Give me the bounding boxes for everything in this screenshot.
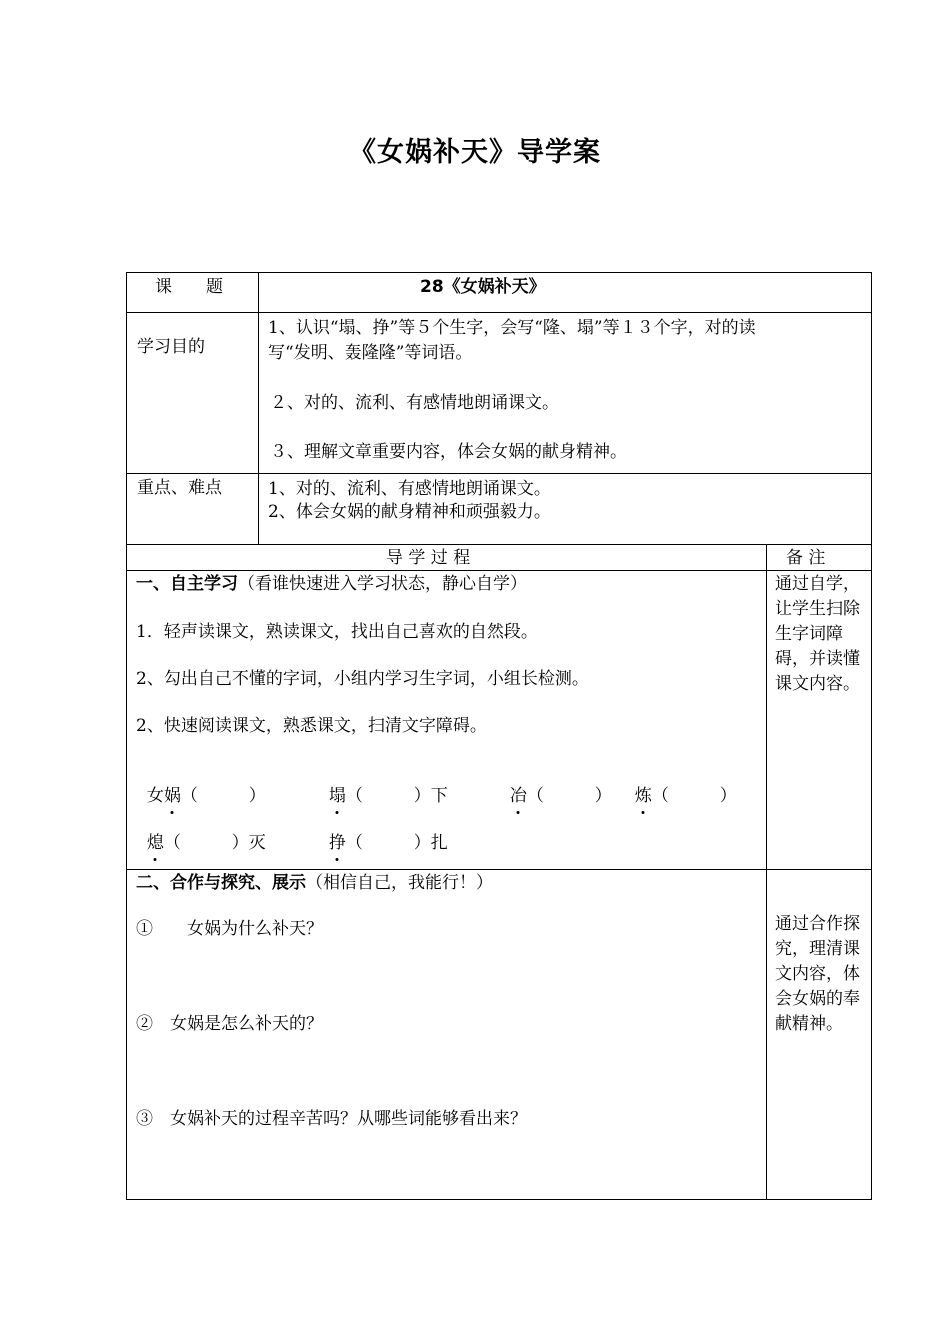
- pinyin-blank[interactable]: （ ）: [180, 786, 266, 806]
- word-char-dotted: 冶: [510, 784, 527, 809]
- section1-title: 一、自主学习: [136, 574, 238, 594]
- section2-heading: [136, 871, 493, 896]
- table-border-right: [871, 272, 872, 1200]
- key-point: 2、体会女娲的献身精神和顽强毅力。: [268, 502, 551, 522]
- goal-line: 写“发明、轰隆隆”等词语。: [268, 343, 473, 363]
- pinyin-exercise-row: [624, 759, 737, 809]
- pinyin-blank[interactable]: （ ）: [651, 786, 737, 806]
- question-item: ① 女娲为什么补天？: [136, 919, 323, 939]
- page-title: 《女娲补天》导学案: [349, 137, 601, 168]
- section1-item: 1．轻声读课文，熟读课文，找出自己喜欢的自然段。: [136, 622, 538, 642]
- process-header: 导 学 过 程: [386, 548, 471, 568]
- section2-subtitle: （相信自己，我能行！）: [306, 873, 493, 893]
- table-divider: [126, 473, 872, 474]
- table-border-top: [126, 272, 872, 273]
- section1-item: 2、快速阅读课文，熟悉课文，扫清文字障碍。: [136, 716, 487, 736]
- section1-heading: [136, 572, 527, 597]
- pinyin-blank[interactable]: （ ）下: [345, 786, 448, 806]
- pinyin-exercise-row: [136, 806, 266, 856]
- question-item: ② 女娲是怎么补天的？: [136, 1014, 323, 1034]
- key-label: 重点、难点: [137, 478, 222, 498]
- notes-header: 备 注: [786, 548, 826, 568]
- word-char-dotted: 熄: [147, 831, 164, 856]
- goals-label: 学习目的: [137, 337, 205, 357]
- word-char-dotted: 娲: [164, 784, 181, 809]
- word-char-dotted: 挣: [329, 831, 346, 856]
- word-char-dotted: 塌: [329, 784, 346, 809]
- question-item: ③ 女娲补天的过程辛苦吗？从哪些词能够看出来？: [136, 1109, 527, 1129]
- pinyin-exercise-row: [136, 759, 266, 809]
- table-divider: [126, 570, 872, 571]
- topic-label: 课 题: [155, 277, 223, 297]
- section1-subtitle: （看谁快速进入学习状态，静心自学）: [238, 574, 527, 594]
- pinyin-blank[interactable]: （ ）扎: [345, 833, 448, 853]
- table-col-divider: [766, 544, 767, 1200]
- table-col-divider: [258, 272, 259, 544]
- word-char-dotted: 炼: [635, 784, 652, 809]
- table-border-left: [126, 272, 127, 1200]
- goal-line: ２、对的、流利、有感情地朗诵课文。: [270, 393, 559, 413]
- section2-note: 通过合作探究，理清课文内容，体会女娲的奉献精神。: [775, 914, 860, 1034]
- pinyin-blank[interactable]: （ ）灭: [163, 833, 266, 853]
- table-divider: [126, 544, 872, 545]
- topic-value: 28《女娲补天》: [420, 277, 546, 297]
- section1-item: 2、勾出自己不懂的字词，小组内学习生字词，小组长检测。: [136, 669, 589, 689]
- goal-line: ３、理解文章重要内容，体会女娲的献身精神。: [270, 442, 627, 462]
- key-point: 1、对的、流利、有感情地朗诵课文。: [268, 479, 551, 499]
- table-divider: [126, 869, 872, 870]
- table-divider: [126, 312, 872, 313]
- pinyin-exercise-row: [318, 806, 448, 856]
- section2-title: 二、合作与探究、展示: [136, 873, 306, 893]
- word-char: 女: [146, 786, 164, 806]
- section1-note: 通过自学，让学生扫除生字词障碍，并读懂课文内容。: [775, 574, 860, 694]
- pinyin-exercise-row: [318, 759, 448, 809]
- goal-line: 1、认识“塌、挣”等５个生字，会写“隆、塌”等１３个字，对的读: [268, 318, 756, 338]
- table-border-bottom: [126, 1199, 872, 1200]
- pinyin-exercise-row: [499, 759, 612, 809]
- pinyin-blank[interactable]: （ ）: [526, 786, 612, 806]
